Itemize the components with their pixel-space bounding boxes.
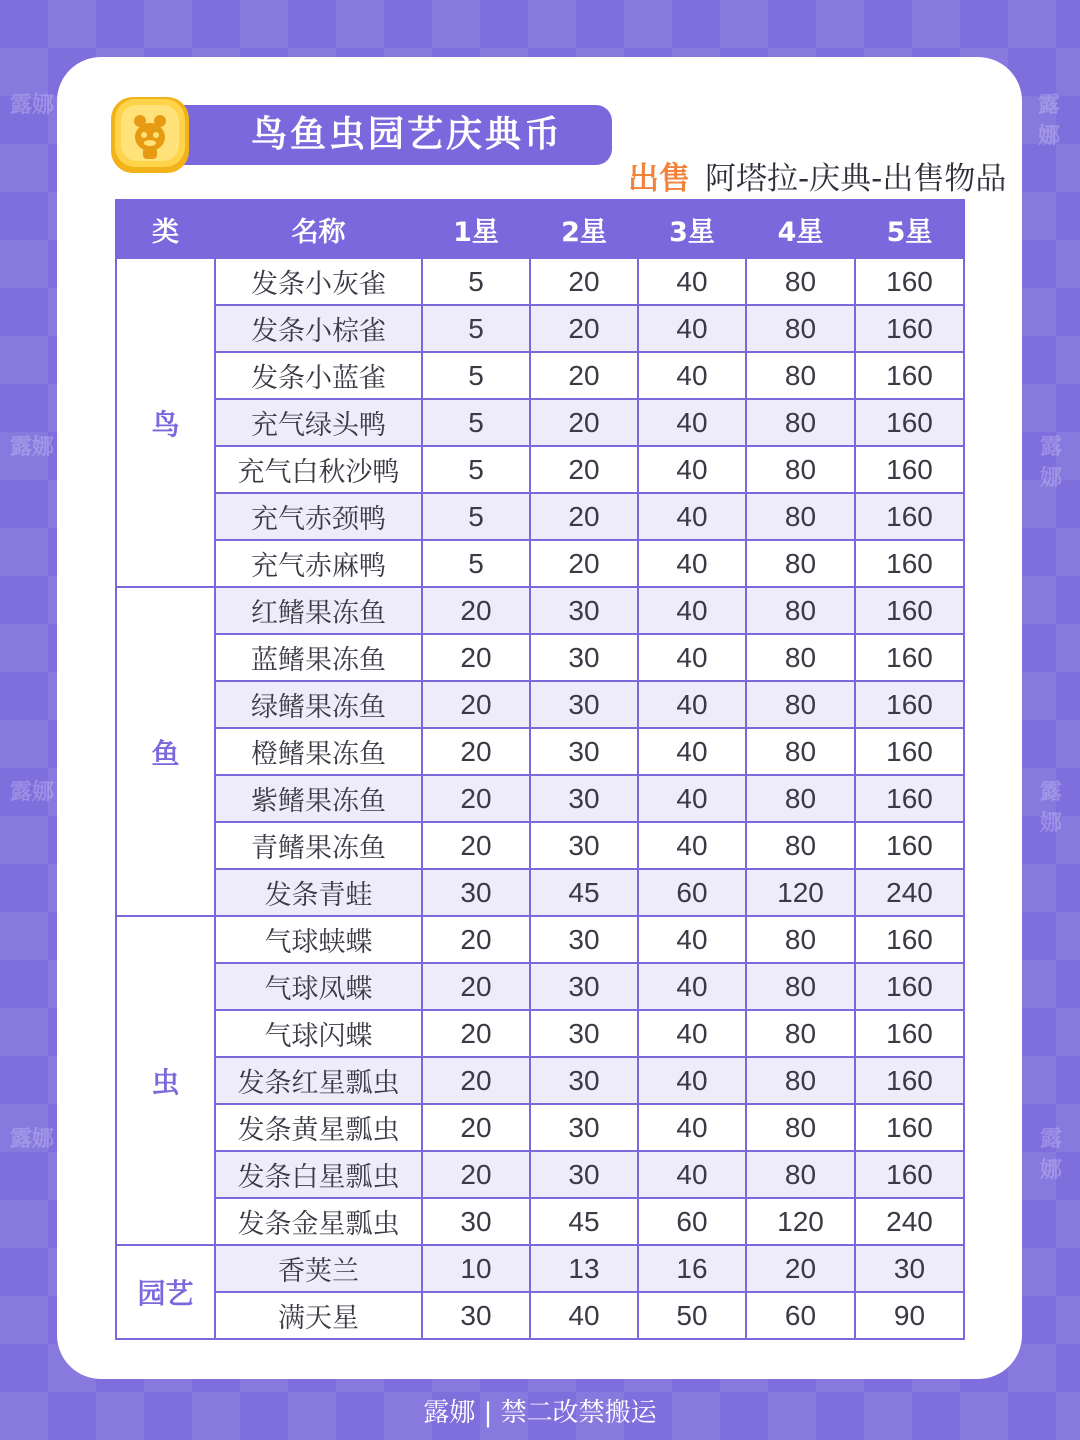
price-cell-4-star: 80 bbox=[746, 1151, 855, 1198]
table-row bbox=[116, 963, 964, 1010]
price-cell-5-star: 160 bbox=[855, 634, 964, 681]
price-cell-4-star: 80 bbox=[746, 399, 855, 446]
table-row bbox=[116, 634, 964, 681]
price-cell-2-star: 45 bbox=[530, 1198, 638, 1245]
price-cell-3-star: 40 bbox=[638, 540, 746, 587]
price-cell-5-star: 160 bbox=[855, 258, 964, 305]
price-cell-1-star: 5 bbox=[422, 493, 530, 540]
item-name-cell: 紫鳍果冻鱼 bbox=[215, 775, 422, 822]
price-cell-4-star: 80 bbox=[746, 916, 855, 963]
price-cell-2-star: 45 bbox=[530, 869, 638, 916]
price-cell-1-star: 20 bbox=[422, 1057, 530, 1104]
price-cell-5-star: 160 bbox=[855, 963, 964, 1010]
price-cell-4-star: 80 bbox=[746, 352, 855, 399]
price-cell-3-star: 40 bbox=[638, 1151, 746, 1198]
price-cell-2-star: 20 bbox=[530, 446, 638, 493]
price-cell-5-star: 160 bbox=[855, 1151, 964, 1198]
price-cell-4-star: 80 bbox=[746, 728, 855, 775]
price-cell-4-star: 80 bbox=[746, 775, 855, 822]
price-cell-1-star: 5 bbox=[422, 352, 530, 399]
price-cell-3-star: 40 bbox=[638, 446, 746, 493]
item-name-cell: 气球闪蝶 bbox=[215, 1010, 422, 1057]
table-row bbox=[116, 1151, 964, 1198]
price-cell-1-star: 20 bbox=[422, 681, 530, 728]
price-cell-1-star: 20 bbox=[422, 1151, 530, 1198]
column-header: 4星 bbox=[746, 200, 855, 258]
price-cell-4-star: 60 bbox=[746, 1292, 855, 1339]
price-cell-2-star: 20 bbox=[530, 399, 638, 446]
item-name-cell: 发条青蛙 bbox=[215, 869, 422, 916]
price-cell-4-star: 80 bbox=[746, 634, 855, 681]
table-row bbox=[116, 1198, 964, 1245]
category-cell: 鱼 bbox=[116, 587, 215, 916]
price-cell-1-star: 30 bbox=[422, 1198, 530, 1245]
table-row bbox=[116, 822, 964, 869]
price-cell-1-star: 5 bbox=[422, 540, 530, 587]
price-cell-3-star: 40 bbox=[638, 775, 746, 822]
item-name-cell: 发条金星瓢虫 bbox=[215, 1198, 422, 1245]
price-table bbox=[115, 199, 965, 1340]
category-cell: 园艺 bbox=[116, 1245, 215, 1339]
table-row bbox=[116, 916, 964, 963]
watermark: 露娜 bbox=[1040, 435, 1063, 491]
watermark: 露娜 bbox=[1038, 93, 1061, 149]
price-cell-4-star: 80 bbox=[746, 681, 855, 728]
price-cell-2-star: 13 bbox=[530, 1245, 638, 1292]
price-cell-1-star: 30 bbox=[422, 1292, 530, 1339]
price-cell-3-star: 60 bbox=[638, 1198, 746, 1245]
price-cell-2-star: 20 bbox=[530, 258, 638, 305]
table-row bbox=[116, 728, 964, 775]
price-cell-1-star: 20 bbox=[422, 728, 530, 775]
price-cell-5-star: 160 bbox=[855, 1057, 964, 1104]
price-cell-4-star: 80 bbox=[746, 446, 855, 493]
price-cell-2-star: 20 bbox=[530, 493, 638, 540]
price-cell-3-star: 40 bbox=[638, 681, 746, 728]
footer-credit: 露娜 | 禁二改禁搬运 bbox=[423, 1398, 657, 1428]
column-header: 5星 bbox=[855, 200, 964, 258]
price-cell-2-star: 30 bbox=[530, 1151, 638, 1198]
price-cell-4-star: 80 bbox=[746, 963, 855, 1010]
item-name-cell: 满天星 bbox=[215, 1292, 422, 1339]
price-cell-3-star: 40 bbox=[638, 634, 746, 681]
price-cell-5-star: 160 bbox=[855, 916, 964, 963]
item-name-cell: 气球蛱蝶 bbox=[215, 916, 422, 963]
price-cell-5-star: 160 bbox=[855, 728, 964, 775]
price-cell-1-star: 10 bbox=[422, 1245, 530, 1292]
watermark: 露娜 bbox=[10, 1127, 55, 1152]
table-row bbox=[116, 775, 964, 822]
watermark: 露娜 bbox=[1040, 1127, 1063, 1183]
table-row bbox=[116, 493, 964, 540]
table-row bbox=[116, 540, 964, 587]
table-row bbox=[116, 869, 964, 916]
item-name-cell: 发条小蓝雀 bbox=[215, 352, 422, 399]
price-cell-5-star: 160 bbox=[855, 1010, 964, 1057]
price-cell-2-star: 30 bbox=[530, 681, 638, 728]
page-title: 鸟鱼虫园艺庆典币 bbox=[251, 114, 564, 155]
item-name-cell: 充气绿头鸭 bbox=[215, 399, 422, 446]
watermark: 露娜 bbox=[10, 93, 55, 118]
column-header: 名称 bbox=[215, 200, 422, 258]
price-cell-4-star: 80 bbox=[746, 258, 855, 305]
price-cell-2-star: 30 bbox=[530, 963, 638, 1010]
price-cell-2-star: 30 bbox=[530, 1010, 638, 1057]
table-body bbox=[116, 258, 964, 1339]
price-cell-3-star: 40 bbox=[638, 1010, 746, 1057]
price-cell-3-star: 40 bbox=[638, 493, 746, 540]
price-cell-5-star: 160 bbox=[855, 540, 964, 587]
column-header: 类 bbox=[116, 200, 215, 258]
price-cell-1-star: 20 bbox=[422, 1010, 530, 1057]
item-name-cell: 发条小棕雀 bbox=[215, 305, 422, 352]
item-name-cell: 发条红星瓢虫 bbox=[215, 1057, 422, 1104]
item-name-cell: 充气白秋沙鸭 bbox=[215, 446, 422, 493]
price-cell-3-star: 40 bbox=[638, 258, 746, 305]
table-row bbox=[116, 1292, 964, 1339]
price-cell-2-star: 40 bbox=[530, 1292, 638, 1339]
price-cell-2-star: 30 bbox=[530, 634, 638, 681]
item-name-cell: 发条小灰雀 bbox=[215, 258, 422, 305]
price-cell-1-star: 20 bbox=[422, 775, 530, 822]
price-cell-2-star: 30 bbox=[530, 1104, 638, 1151]
price-cell-5-star: 160 bbox=[855, 305, 964, 352]
price-cell-5-star: 160 bbox=[855, 1104, 964, 1151]
price-cell-1-star: 30 bbox=[422, 869, 530, 916]
table-row bbox=[116, 446, 964, 493]
header bbox=[107, 91, 1007, 201]
category-cell: 虫 bbox=[116, 916, 215, 1245]
table-row bbox=[116, 587, 964, 634]
price-cell-2-star: 20 bbox=[530, 540, 638, 587]
table-row bbox=[116, 1104, 964, 1151]
price-cell-1-star: 5 bbox=[422, 305, 530, 352]
column-header: 2星 bbox=[530, 200, 638, 258]
table-header-row bbox=[116, 200, 964, 258]
price-cell-3-star: 40 bbox=[638, 963, 746, 1010]
price-cell-2-star: 20 bbox=[530, 352, 638, 399]
table-row bbox=[116, 681, 964, 728]
price-cell-4-star: 80 bbox=[746, 822, 855, 869]
price-cell-4-star: 80 bbox=[746, 587, 855, 634]
price-cell-1-star: 5 bbox=[422, 446, 530, 493]
price-cell-3-star: 40 bbox=[638, 352, 746, 399]
price-cell-1-star: 20 bbox=[422, 1104, 530, 1151]
table-row bbox=[116, 399, 964, 446]
price-cell-3-star: 40 bbox=[638, 1104, 746, 1151]
sell-path-breadcrumb: 阿塔拉-庆典-出售物品 bbox=[705, 161, 1007, 197]
price-cell-5-star: 160 bbox=[855, 681, 964, 728]
price-cell-1-star: 5 bbox=[422, 399, 530, 446]
column-header: 3星 bbox=[638, 200, 746, 258]
price-cell-2-star: 30 bbox=[530, 916, 638, 963]
price-cell-3-star: 60 bbox=[638, 869, 746, 916]
price-cell-4-star: 80 bbox=[746, 1010, 855, 1057]
price-cell-1-star: 20 bbox=[422, 963, 530, 1010]
price-cell-4-star: 80 bbox=[746, 305, 855, 352]
item-name-cell: 气球凤蝶 bbox=[215, 963, 422, 1010]
price-cell-3-star: 50 bbox=[638, 1292, 746, 1339]
table-row bbox=[116, 352, 964, 399]
price-cell-4-star: 120 bbox=[746, 869, 855, 916]
price-cell-5-star: 240 bbox=[855, 869, 964, 916]
price-cell-5-star: 30 bbox=[855, 1245, 964, 1292]
price-cell-5-star: 160 bbox=[855, 446, 964, 493]
item-name-cell: 充气赤麻鸭 bbox=[215, 540, 422, 587]
content-card bbox=[57, 57, 1022, 1379]
item-name-cell: 红鳍果冻鱼 bbox=[215, 587, 422, 634]
item-name-cell: 青鳍果冻鱼 bbox=[215, 822, 422, 869]
price-cell-3-star: 40 bbox=[638, 587, 746, 634]
price-cell-1-star: 20 bbox=[422, 634, 530, 681]
table-row bbox=[116, 258, 964, 305]
table-row bbox=[116, 305, 964, 352]
price-cell-4-star: 20 bbox=[746, 1245, 855, 1292]
price-cell-5-star: 160 bbox=[855, 399, 964, 446]
giraffe-coin-icon bbox=[107, 91, 193, 177]
item-name-cell: 发条白星瓢虫 bbox=[215, 1151, 422, 1198]
item-name-cell: 橙鳍果冻鱼 bbox=[215, 728, 422, 775]
title-banner bbox=[167, 105, 612, 165]
price-cell-2-star: 30 bbox=[530, 775, 638, 822]
price-cell-5-star: 160 bbox=[855, 822, 964, 869]
table-row bbox=[116, 1245, 964, 1292]
price-table-container bbox=[115, 199, 963, 1340]
price-cell-1-star: 5 bbox=[422, 258, 530, 305]
price-cell-2-star: 30 bbox=[530, 822, 638, 869]
price-cell-4-star: 80 bbox=[746, 1104, 855, 1151]
price-cell-3-star: 40 bbox=[638, 399, 746, 446]
price-cell-5-star: 160 bbox=[855, 775, 964, 822]
category-cell: 鸟 bbox=[116, 258, 215, 587]
item-name-cell: 充气赤颈鸭 bbox=[215, 493, 422, 540]
item-name-cell: 蓝鳍果冻鱼 bbox=[215, 634, 422, 681]
table-row bbox=[116, 1010, 964, 1057]
item-name-cell: 发条黄星瓢虫 bbox=[215, 1104, 422, 1151]
price-cell-1-star: 20 bbox=[422, 822, 530, 869]
price-cell-4-star: 80 bbox=[746, 493, 855, 540]
price-cell-2-star: 30 bbox=[530, 728, 638, 775]
price-cell-1-star: 20 bbox=[422, 916, 530, 963]
price-cell-5-star: 240 bbox=[855, 1198, 964, 1245]
price-cell-3-star: 16 bbox=[638, 1245, 746, 1292]
price-cell-5-star: 160 bbox=[855, 352, 964, 399]
price-cell-3-star: 40 bbox=[638, 822, 746, 869]
sell-label: 出售 bbox=[628, 161, 690, 197]
price-cell-4-star: 80 bbox=[746, 1057, 855, 1104]
price-cell-1-star: 20 bbox=[422, 587, 530, 634]
price-cell-3-star: 40 bbox=[638, 305, 746, 352]
watermark: 露娜 bbox=[10, 435, 55, 460]
price-cell-2-star: 30 bbox=[530, 587, 638, 634]
item-name-cell: 绿鳍果冻鱼 bbox=[215, 681, 422, 728]
table-row bbox=[116, 1057, 964, 1104]
price-cell-4-star: 120 bbox=[746, 1198, 855, 1245]
price-cell-3-star: 40 bbox=[638, 916, 746, 963]
price-cell-3-star: 40 bbox=[638, 728, 746, 775]
watermark: 露娜 bbox=[1040, 780, 1063, 836]
price-cell-5-star: 160 bbox=[855, 493, 964, 540]
price-cell-5-star: 160 bbox=[855, 587, 964, 634]
watermark: 露娜 bbox=[10, 780, 55, 805]
price-cell-2-star: 20 bbox=[530, 305, 638, 352]
column-header: 1星 bbox=[422, 200, 530, 258]
price-cell-4-star: 80 bbox=[746, 540, 855, 587]
price-cell-5-star: 90 bbox=[855, 1292, 964, 1339]
price-cell-3-star: 40 bbox=[638, 1057, 746, 1104]
item-name-cell: 香荚兰 bbox=[215, 1245, 422, 1292]
price-cell-2-star: 30 bbox=[530, 1057, 638, 1104]
